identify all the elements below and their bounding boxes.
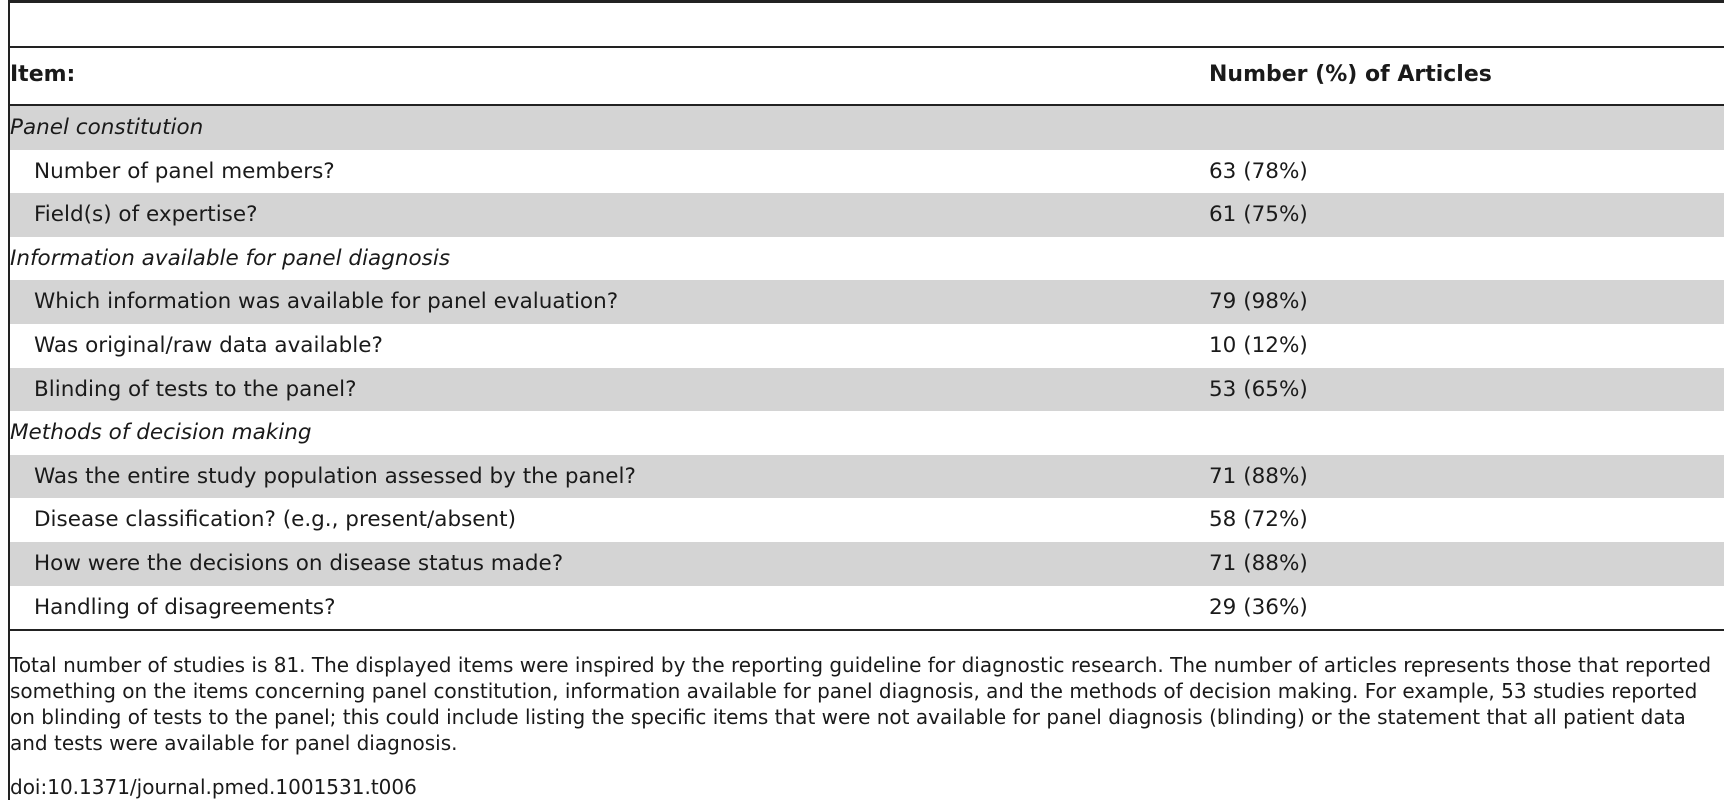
table-bottom-rule [10,629,1724,631]
item-label: Number of panel members? [34,158,335,184]
table-footnote: Total number of studies is 81. The displayed items were inspired by the reporting guideline for diagnostic research. The number of articles represents those that reported something on the items concerning panel constitution, information available for panel diagnosis, and the methods of decision making. For example, 53 studies reported on blinding of tests to the panel; this could include listing the specific items that were not available for panel diagnosis (blinding) or the statement that all patient data and tests were available for panel diagnosis. [10,653,1712,755]
table-row [10,455,1724,499]
item-label: Disease classification? (e.g., present/absent) [34,507,516,533]
item-label: Field(s) of expertise? [34,202,258,228]
item-value: 10 (12%) [1209,332,1308,358]
table-row [10,542,1724,586]
doi-link[interactable]: doi:10.1371/journal.pmed.1001531.t006 [10,775,417,799]
section-row [10,237,1724,281]
item-label: Blinding of tests to the panel? [34,376,357,402]
item-value: 29 (36%) [1209,594,1308,620]
section-label: Information available for panel diagnosis [10,245,451,271]
item-label: Was the entire study population assessed by the panel? [34,463,636,489]
section-row [10,106,1724,150]
item-label: How were the decisions on disease status made? [34,550,564,576]
section-label: Panel constitution [10,115,204,140]
item-value: 58 (72%) [1209,507,1308,533]
item-value: 53 (65%) [1209,376,1308,402]
section-row [10,411,1724,455]
table-body [10,106,1724,629]
table-row [10,586,1724,630]
item-value: 79 (98%) [1209,289,1308,315]
table-header-row [10,48,1724,106]
item-label: Handling of disagreements? [34,594,336,620]
item-value: 71 (88%) [1209,463,1308,489]
item-label: Which information was available for panel evaluation? [34,289,619,315]
item-value: 71 (88%) [1209,550,1308,576]
table-row [10,498,1724,542]
table-row [10,280,1724,324]
header-number-of-articles: Number (%) of Articles [1209,62,1492,87]
data-table [10,48,1724,631]
item-value: 61 (75%) [1209,202,1308,228]
item-label: Was original/raw data available? [34,332,383,358]
table-row [10,193,1724,237]
item-value: 63 (78%) [1209,158,1308,184]
header-item: Item: [10,62,76,87]
table-row [10,150,1724,194]
section-label: Methods of decision making [10,420,312,446]
table-row [10,368,1724,412]
table-row [10,324,1724,368]
